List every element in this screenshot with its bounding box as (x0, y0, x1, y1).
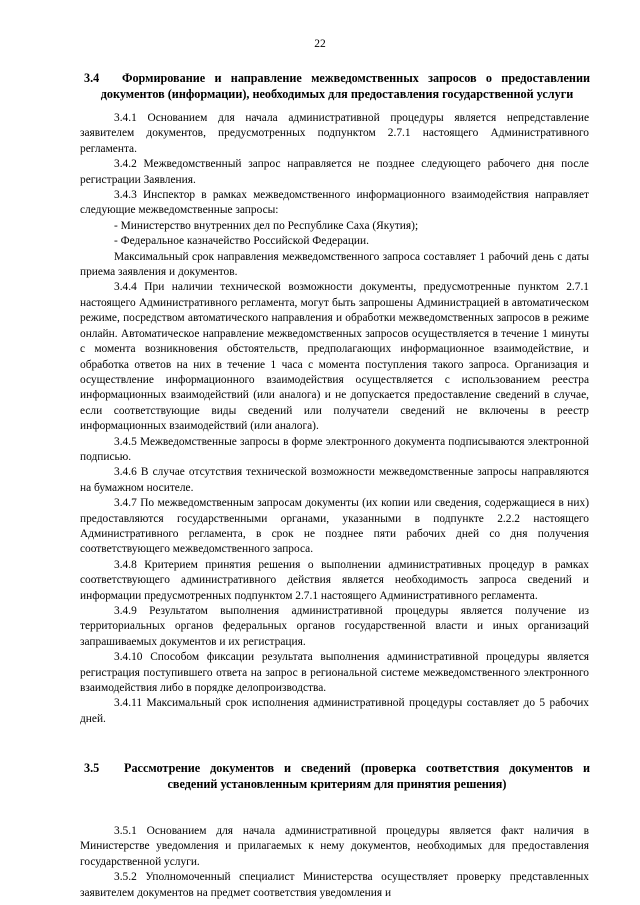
paragraph: 3.4.4 При наличии технической возможности документы, предусмотренные пунктом 2.7.1 настоящего Административного регламента, могут быть запрошены Администрацией в автоматическом режиме, посредством автоматического направления и обработки межведомственных запросов в режиме онлайн. Автоматическое направление межведомственных запросов осуществляется в течение 1 минуты с момента возникновения обстоятельств, предполагающих информационное взаимодействие, и обработка ответов на них в течение 1 часа с момента поступления такого запроса. Организация и осуществление информационного взаимодействия осуществляется с использованием реестра информационных взаимодействий (или аналога) и не допускается предоставление сведений в случае, если соответствующие виды сведений или получатели сведений не включены в реестр информационных взаимодействий (или аналога). (80, 281, 589, 433)
paragraph: 3.4.6 В случае отсутствия технической возможности межведомственные запросы направляются на бумажном носителе. (80, 466, 589, 494)
section-3-5-body (80, 824, 589, 901)
paragraph: 3.5.1 Основанием для начала административной процедуры является факт наличия в Министерстве уведомления и прилагаемых к нему документов, необходимых для предоставления государственной услуги. (80, 825, 589, 868)
paragraph: 3.4.9 Результатом выполнения административной процедуры является получение из территориальных органов федеральных органов государственной власти и иных организаций запрашиваемых документов и их регистрация. (80, 605, 589, 648)
paragraph: 3.4.10 Способом фиксации результата выполнения административной процедуры является регистрация поступившего ответа на запрос в региональной системе межведомственного электронного взаимодействия либо в порядке делопроизводства. (80, 651, 589, 695)
paragraph: 3.4.7 По межведомственным запросам документы (их копии или сведения, содержащиеся в них) предоставляются государственными органами, указанными в подпункте 2.2.2 настоящего Административного регламента, в срок не позднее пяти рабочих дней со дня получения соответствующего межведомственного запроса. (80, 497, 589, 556)
paragraph: 3.4.11 Максимальный срок исполнения административной процедуры составляет до 5 рабочих дней. (80, 697, 589, 725)
paragraph: 3.4.2 Межведомственный запрос направляется не позднее следующего рабочего дня после регистрации Заявления. (80, 158, 589, 186)
section-3-4-body (80, 111, 589, 727)
section-title: Формирование и направление межведомственных запросов о предоставлении документов (информации), необходимых для предоставления государственной услуги (100, 71, 590, 101)
section-3-5-heading (84, 760, 590, 792)
paragraph: 3.4.8 Критерием принятия решения о выполнении административных процедур в рамках соответствующего административного действия является необходимость запроса сведений и информации предусмотренных подпунктом 2.7.1 настоящего Административного регламента. (80, 558, 589, 602)
paragraph: 3.4.5 Межведомственные запросы в форме электронного документа подписываются электронной подписью. (80, 435, 589, 463)
paragraph: 3.4.1 Основанием для начала административной процедуры является непредставление заявителем документов, предусмотренных подпунктом 2.7.1 настоящего Административного регламента. (80, 112, 589, 155)
section-number: 3.5 (84, 761, 100, 775)
page-number: 22 (314, 38, 326, 50)
section-number: 3.4 (84, 71, 100, 85)
paragraph: 3.5.2 Уполномоченный специалист Министерства осуществляет проверку представленных заявителем документов на предмет соответствия уведомления и (80, 871, 589, 899)
list-item: - Министерство внутренних дел по Республике Саха (Якутия); (114, 219, 419, 232)
section-3-4-heading (84, 70, 590, 102)
list-item: - Федеральное казначейство Российской Федерации. (114, 235, 369, 248)
paragraph: Максимальный срок направления межведомственного запроса составляет 1 рабочий день с даты приема заявления и документов. (80, 250, 589, 279)
paragraph: 3.4.3 Инспектор в рамках межведомственного информационного взаимодействия направляет следующие межведомственные запросы: (80, 189, 589, 217)
section-title: Рассмотрение документов и сведений (проверка соответствия документов и сведений установленным критериям для принятия решения) (124, 761, 590, 791)
